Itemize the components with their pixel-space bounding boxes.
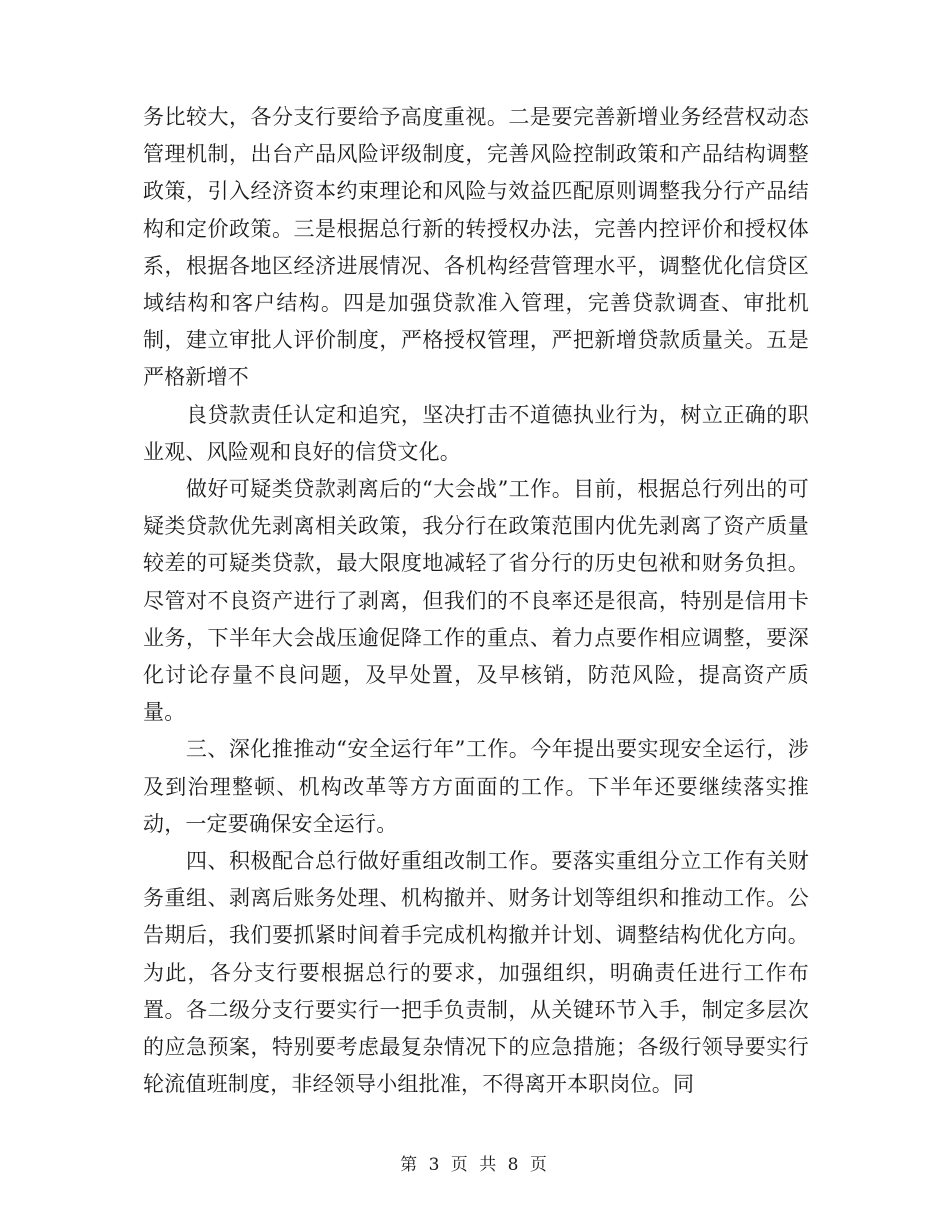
page-number: 第 3 页 共 8 页: [400, 1155, 550, 1175]
paragraph: 做好可疑类贷款剥离后的“大会战”工作。目前，根据总行列出的可疑类贷款优先剥离相关政策，我分行在政策范围内优先剥离了资产质量较差的可疑类贷款，最大限度地减轻了省分行的历史包袱和财务负担。尽管对不良资产进行了剥离，但我们的不良率还是很高，特别是信用卡业务，下半年大会战压逾促降工作的重点、着力点要作相应调整，要深化讨论存量不良问题，及早处置，及早核销，防范风险，提高资产质量。: [143, 477, 809, 725]
document-body: [143, 99, 809, 1103]
paragraph: 三、深化推推动“安全运行年”工作。今年提出要实现安全运行，涉及到治理整顿、机构改革等方方面面的工作。下半年还要继续落实推动，一定要确保安全运行。: [143, 737, 809, 836]
paragraph: 四、积极配合总行做好重组改制工作。要落实重组分立工作有关财务重组、剥离后账务处理、机构撤并、财务计划等组织和推动工作。公告期后，我们要抓紧时间着手完成机构撤并计划、调整结构优化方向。为此，各分支行要根据总行的要求，加强组织，明确责任进行工作布置。各二级分支行要实行一把手负责制，从关键环节入手，制定多层次的应急预案，特别要考虑最复杂情况下的应急措施；各级行领导要实行轮流值班制度，非经领导小组批准，不得离开本职岗位。同: [143, 849, 809, 1097]
paragraph: 良贷款责任认定和追究，坚决打击不道德执业行为，树立正确的职业观、风险观和良好的信贷文化。: [143, 402, 809, 464]
paragraph: 务比较大，各分支行要给予高度重视。二是要完善新增业务经营权动态管理机制，出台产品风险评级制度，完善风险控制政策和产品结构调整政策，引入经济资本约束理论和风险与效益匹配原则调整我分行产品结构和定价政策。三是根据总行新的转授权办法，完善内控评价和授权体系，根据各地区经济进展情况、各机构经营管理水平，调整优化信贷区域结构和客户结构。四是加强贷款准入管理，完善贷款调查、审批机制，建立审批人评价制度，严格授权管理，严把新增贷款质量关。五是严格新增不: [143, 105, 809, 390]
